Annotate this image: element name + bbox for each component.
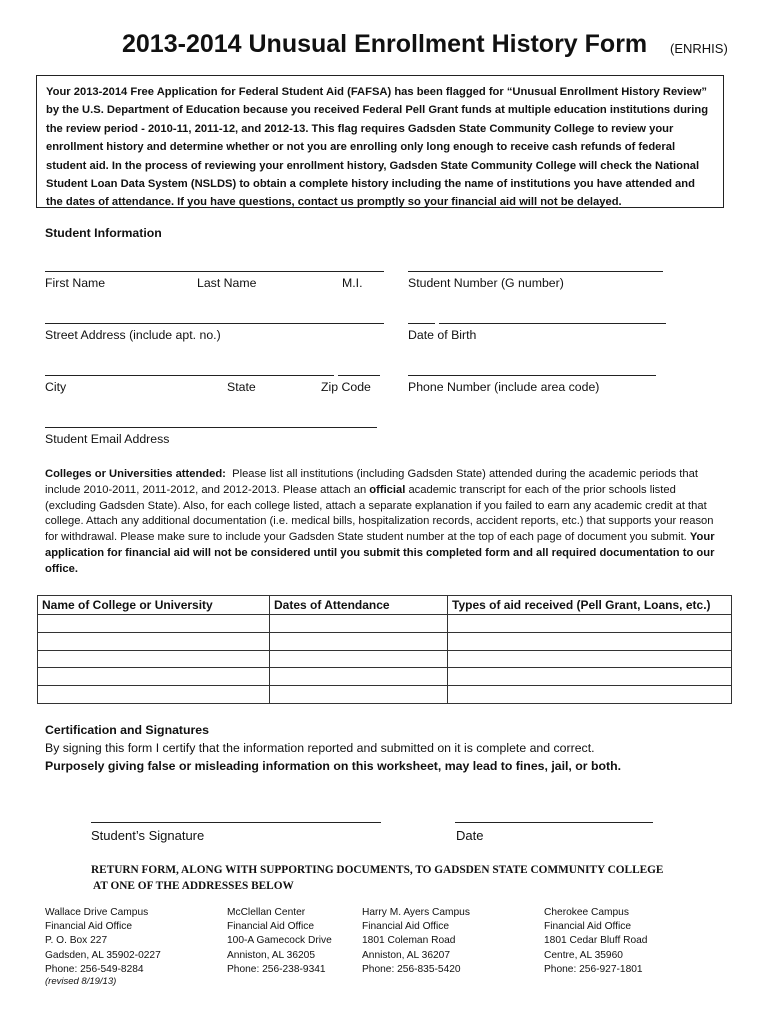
dates-cell[interactable] [270, 650, 448, 668]
address-line: Anniston, AL 36205 [227, 949, 315, 961]
address-line: Wallace Drive Campus [45, 907, 149, 918]
college-name-cell[interactable] [38, 686, 270, 704]
colleges-heading: Colleges or Universities attended: [45, 468, 226, 480]
address-cherokee [544, 906, 647, 977]
date-field[interactable] [455, 822, 653, 823]
revision-date: (revised 8/19/13) [45, 976, 117, 987]
date-label: Date [456, 828, 484, 843]
certification-heading: Certification and Signatures [45, 723, 209, 737]
return-instructions [91, 862, 663, 894]
student-info-heading: Student Information [45, 226, 162, 240]
table-row [38, 686, 732, 704]
zip-field[interactable] [338, 375, 380, 376]
colleges-requirement: Your application for financial aid will not be considered until you submit this completed form and all required documentation to our office. [45, 531, 715, 575]
address-line: Financial Aid Office [227, 921, 315, 933]
form-title: 2013-2014 Unusual Enrollment History Form [122, 30, 648, 58]
intro-notice-box [36, 75, 724, 208]
middle-initial-label: M.I. [342, 276, 363, 290]
first-name-label: First Name [45, 276, 106, 290]
address-line: Harry M. Ayers Campus [362, 907, 470, 918]
address-ayers [362, 906, 470, 977]
table-row [38, 632, 732, 650]
state-label: State [227, 380, 256, 394]
name-field[interactable] [45, 271, 384, 272]
phone-field[interactable] [408, 375, 656, 376]
address-line: 1801 Coleman Road [362, 935, 456, 947]
aid-types-cell[interactable] [448, 615, 732, 633]
form-code: (ENRHIS) [670, 41, 728, 56]
address-line: Centre, AL 35960 [544, 949, 623, 961]
city-label: City [45, 380, 67, 394]
aid-types-cell[interactable] [448, 686, 732, 704]
signature-label: Student’s Signature [91, 828, 205, 843]
college-name-cell[interactable] [38, 668, 270, 686]
email-field[interactable] [45, 427, 377, 428]
address-line: 1801 Cedar Bluff Road [544, 935, 648, 947]
address-phone: Phone: 256-835-5420 [362, 963, 461, 975]
certification-text: By signing this form I certify that the information reported and submitted on it is complete and correct. [45, 741, 595, 755]
intro-notice-text: Your 2013-2014 Free Application for Federal Student Aid (FAFSA) has been flagged for “Unusual Enrollment History Review” by the U.S. Department of Education because you received Federal Pell Grant funds at multiple education institutions during the review period - 2010-11, 2011-12, and 2012-13. This flag requires Gadsden State Community College to review your enrollment history and determine whether or not you are enrolling only long enough to receive cash refunds of federal student aid. In the process of reviewing your enrollment history, Gadsden State Community College will check the National Student Loan Data System (NSLDS) to obtain a complete history including the name of institutions you have attended and the dates of attendance. If you have questions, contact us promptly so your financial aid will not be delayed. [46, 86, 709, 209]
student-number-field[interactable] [408, 271, 663, 272]
address-phone: Phone: 256-927-1801 [544, 963, 643, 975]
dates-cell[interactable] [270, 615, 448, 633]
college-name-cell[interactable] [38, 615, 270, 633]
colleges-text-1: Please list all institutions (including Gadsden State) attended during the academic periods that include 2010-2011, 2011-2012, and 2012-2013. Please attach an [45, 468, 698, 496]
college-name-cell[interactable] [38, 632, 270, 650]
aid-types-cell[interactable] [448, 668, 732, 686]
aid-types-cell[interactable] [448, 650, 732, 668]
last-name-label: Last Name [197, 276, 257, 290]
address-mcclellan [227, 906, 332, 977]
table-row [38, 668, 732, 686]
college-name-cell[interactable] [38, 650, 270, 668]
address-phone: Phone: 256-238-9341 [227, 963, 326, 975]
address-line: Financial Aid Office [362, 921, 450, 933]
colleges-official: official [369, 483, 406, 496]
address-line: Financial Aid Office [544, 921, 632, 933]
zip-label: Zip Code [321, 380, 371, 394]
dates-cell[interactable] [270, 668, 448, 686]
certification-warning: Purposely giving false or misleading information on this worksheet, may lead to fines, jail, or both. [45, 759, 622, 773]
dates-cell[interactable] [270, 686, 448, 704]
return-line-1: RETURN FORM, ALONG WITH SUPPORTING DOCUMENTS, TO GADSDEN STATE COMMUNITY COLLEGE [91, 864, 664, 876]
colleges-text-2: academic transcript for each of the prior schools listed (excluding Gadsden State). Also, for each college listed, attach a separate explanation if you failed to earn any academic credit at that college. Attach any additional documentation (i.e. medical bills, hospitalization records, accident reports, etc.) that supports your reason for withdrawal. Please make sure to include your Gadsden State student number at the top of each page of document you submit. [45, 483, 714, 544]
dob-label: Date of Birth [408, 328, 477, 342]
address-line: Gadsden, AL 35902-0227 [45, 949, 161, 961]
dates-header: Dates of Attendance [270, 596, 448, 615]
street-address-field[interactable] [45, 323, 384, 324]
table-header-row [38, 596, 732, 615]
city-state-field[interactable] [45, 375, 334, 376]
phone-label: Phone Number (include area code) [408, 380, 600, 394]
dob-field-part-1[interactable] [408, 323, 435, 324]
college-name-header: Name of College or University [38, 596, 270, 615]
table-row [38, 650, 732, 668]
signature-field[interactable] [91, 822, 381, 823]
dob-field-part-2[interactable] [439, 323, 666, 324]
address-line: P. O. Box 227 [45, 935, 108, 947]
colleges-table [37, 595, 732, 704]
address-line: Cherokee Campus [544, 907, 629, 918]
street-address-label: Street Address (include apt. no.) [45, 328, 221, 342]
colleges-instructions [45, 467, 729, 578]
aid-types-header: Types of aid received (Pell Grant, Loans, etc.) [448, 596, 732, 615]
table-row [38, 615, 732, 633]
address-phone: Phone: 256-549-8284 [45, 963, 144, 975]
address-line: 100-A Gamecock Drive [227, 935, 332, 947]
address-line: Anniston, AL 36207 [362, 949, 450, 961]
dates-cell[interactable] [270, 632, 448, 650]
aid-types-cell[interactable] [448, 632, 732, 650]
email-label: Student Email Address [45, 432, 170, 446]
address-wallace-drive [45, 906, 161, 977]
student-number-label: Student Number (G number) [408, 276, 564, 290]
return-line-2: AT ONE OF THE ADDRESSES BELOW [93, 880, 294, 892]
address-line: McClellan Center [227, 907, 306, 918]
address-line: Financial Aid Office [45, 921, 133, 933]
